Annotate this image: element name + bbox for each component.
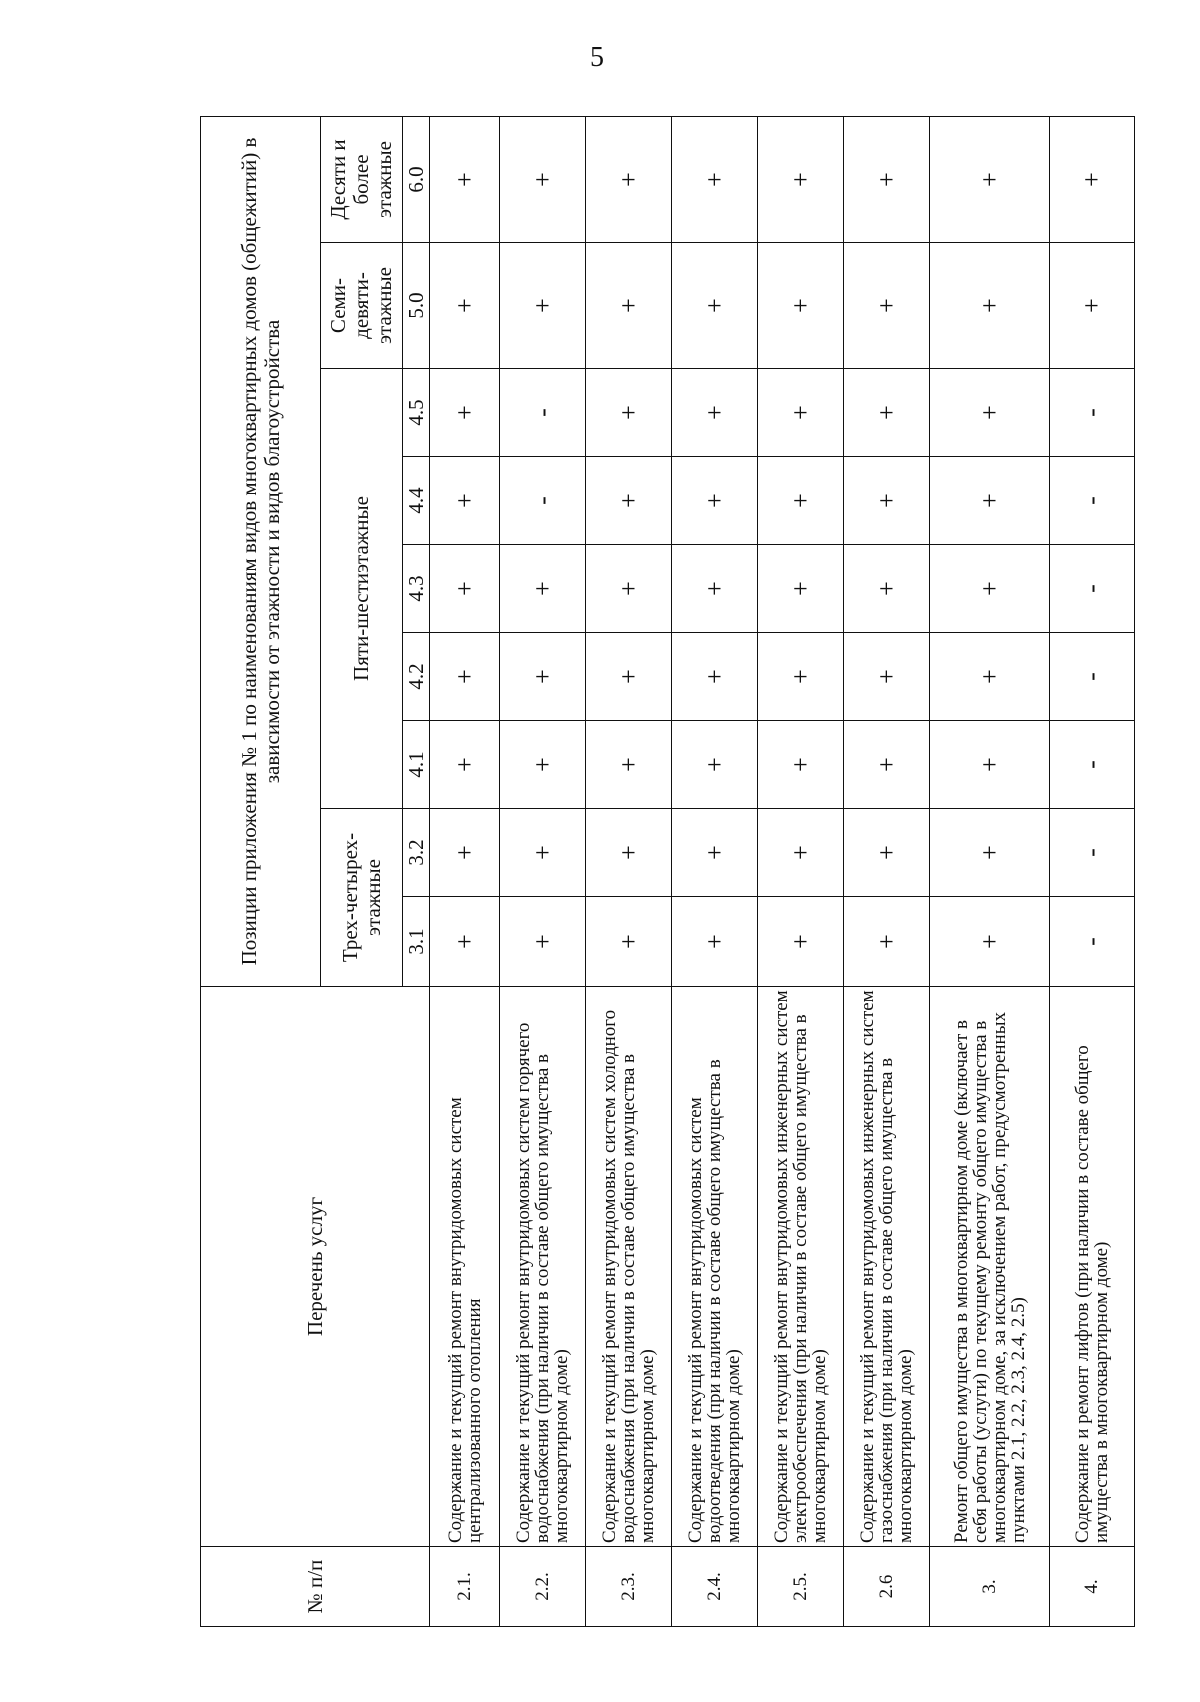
applicability-mark: - <box>1050 457 1135 545</box>
header-num: № п/п <box>201 1547 430 1627</box>
applicability-mark: + <box>586 633 672 721</box>
header-code-cell: 4.5 <box>403 369 430 457</box>
row-number: 2.6 <box>844 1547 930 1627</box>
applicability-mark: + <box>930 243 1050 369</box>
header-group-10plus: Десяти и более этажные <box>321 116 403 242</box>
applicability-mark: + <box>672 897 758 987</box>
table-row <box>672 116 758 1626</box>
applicability-mark: + <box>672 633 758 721</box>
applicability-mark: + <box>758 369 844 457</box>
applicability-mark: + <box>430 633 500 721</box>
row-number: 2.3. <box>586 1547 672 1627</box>
table-row <box>430 116 500 1626</box>
applicability-mark: - <box>1050 897 1135 987</box>
row-number: 2.4. <box>672 1547 758 1627</box>
applicability-mark: + <box>586 897 672 987</box>
table-row <box>930 116 1050 1626</box>
applicability-mark: - <box>500 369 586 457</box>
applicability-mark: + <box>672 721 758 809</box>
applicability-mark: + <box>430 116 500 242</box>
header-code-cell: 3.1 <box>403 897 430 987</box>
services-table <box>200 116 1135 1627</box>
applicability-mark: + <box>500 116 586 242</box>
header-group-5-6: Пяти-шестиэтажные <box>321 369 403 809</box>
header-code-cell: 4.4 <box>403 457 430 545</box>
applicability-mark: + <box>844 721 930 809</box>
header-code-cell: 6.0 <box>403 116 430 242</box>
applicability-mark: + <box>758 809 844 897</box>
header-group-7-9: Семи-девяти-этажные <box>321 243 403 369</box>
row-number: 2.2. <box>500 1547 586 1627</box>
applicability-mark: + <box>586 721 672 809</box>
applicability-mark: + <box>758 897 844 987</box>
header-code-cell: 5.0 <box>403 243 430 369</box>
applicability-mark: + <box>500 721 586 809</box>
applicability-mark: + <box>430 897 500 987</box>
applicability-mark: + <box>758 243 844 369</box>
applicability-mark: + <box>430 243 500 369</box>
service-description: Содержание и текущий ремонт внутридомовых систем холодного водоснабжения (при наличии в составе общего имущества в многоквартирном доме) <box>586 987 672 1547</box>
applicability-mark: + <box>844 369 930 457</box>
applicability-mark: + <box>672 457 758 545</box>
applicability-mark: - <box>1050 369 1135 457</box>
row-number: 2.5. <box>758 1547 844 1627</box>
applicability-mark: + <box>844 809 930 897</box>
row-number: 4. <box>1050 1547 1135 1627</box>
applicability-mark: + <box>930 809 1050 897</box>
applicability-mark: + <box>430 369 500 457</box>
applicability-mark: + <box>500 545 586 633</box>
page-number: 5 <box>590 42 604 73</box>
applicability-mark: - <box>1050 545 1135 633</box>
service-description: Ремонт общего имущества в многоквартирном доме (включает в себя работы (услуги) по текущему ремонту общего имущества в многоквартирном доме, за исключением работ, предусмотренных пунктами 2.1, 2.2, 2.3, 2.4, 2.5) <box>930 987 1050 1547</box>
service-description: Содержание и текущий ремонт внутридомовых инженерных систем электрообеспечения (при наличии в составе общего имущества в многоквартирном доме) <box>758 987 844 1547</box>
service-description: Содержание и текущий ремонт внутридомовых инженерных систем газоснабжения (при наличии в составе общего имущества в многоквартирном доме) <box>844 987 930 1547</box>
applicability-mark: + <box>586 369 672 457</box>
applicability-mark: + <box>844 545 930 633</box>
applicability-mark: + <box>758 457 844 545</box>
applicability-mark: + <box>500 809 586 897</box>
applicability-mark: + <box>430 809 500 897</box>
applicability-mark: + <box>844 457 930 545</box>
applicability-mark: + <box>930 369 1050 457</box>
applicability-mark: + <box>930 545 1050 633</box>
applicability-mark: + <box>430 721 500 809</box>
applicability-mark: + <box>586 243 672 369</box>
table-body <box>201 116 1135 1626</box>
applicability-mark: + <box>758 116 844 242</box>
service-description: Содержание и текущий ремонт внутридомовых систем водоотведения (при наличии в составе общего имущества в многоквартирном доме) <box>672 987 758 1547</box>
table-row <box>500 116 586 1626</box>
table-row <box>1050 116 1135 1626</box>
applicability-mark: + <box>758 633 844 721</box>
applicability-mark: + <box>430 545 500 633</box>
row-number: 2.1. <box>430 1547 500 1627</box>
applicability-mark: + <box>672 369 758 457</box>
applicability-mark: - <box>1050 809 1135 897</box>
rotated-table-container <box>200 127 1112 1627</box>
table-row <box>844 116 930 1626</box>
table-frame <box>200 127 1112 1627</box>
applicability-mark: + <box>672 243 758 369</box>
table-row <box>586 116 672 1626</box>
applicability-mark: + <box>430 457 500 545</box>
header-code-cell: 4.2 <box>403 633 430 721</box>
applicability-mark: + <box>844 243 930 369</box>
table-row <box>758 116 844 1626</box>
header-code-cell: 4.3 <box>403 545 430 633</box>
header-code-cell: 3.2 <box>403 809 430 897</box>
applicability-mark: + <box>1050 116 1135 242</box>
applicability-mark: + <box>930 721 1050 809</box>
applicability-mark: + <box>758 545 844 633</box>
header-group-3-4: Трех-четырех-этажные <box>321 809 403 987</box>
applicability-mark: + <box>930 633 1050 721</box>
applicability-mark: - <box>1050 721 1135 809</box>
applicability-mark: + <box>930 897 1050 987</box>
applicability-mark: - <box>1050 633 1135 721</box>
applicability-mark: + <box>844 633 930 721</box>
applicability-mark: + <box>1050 243 1135 369</box>
applicability-mark: + <box>672 116 758 242</box>
applicability-mark: + <box>672 809 758 897</box>
applicability-mark: - <box>500 457 586 545</box>
service-description: Содержание и текущий ремонт внутридомовых систем централизованного отопления <box>430 987 500 1547</box>
applicability-mark: + <box>586 457 672 545</box>
header-code-cell: 4.1 <box>403 721 430 809</box>
applicability-mark: + <box>500 633 586 721</box>
header-positions: Позиции приложения № 1 по наименованиям видов многоквартирных домов (общежитий) в зависимости от этажности и видов благоустройства <box>201 116 321 986</box>
applicability-mark: + <box>930 116 1050 242</box>
header-services: Перечень услуг <box>201 987 430 1547</box>
applicability-mark: + <box>586 116 672 242</box>
applicability-mark: + <box>500 243 586 369</box>
applicability-mark: + <box>586 545 672 633</box>
service-description: Содержание и текущий ремонт внутридомовых систем горячего водоснабжения (при наличии в составе общего имущества в многоквартирном доме) <box>500 987 586 1547</box>
service-description: Содержание и ремонт лифтов (при наличии в составе общего имущества в многоквартирном доме) <box>1050 987 1135 1547</box>
row-number: 3. <box>930 1547 1050 1627</box>
applicability-mark: + <box>500 897 586 987</box>
applicability-mark: + <box>930 457 1050 545</box>
applicability-mark: + <box>672 545 758 633</box>
applicability-mark: + <box>586 809 672 897</box>
applicability-mark: + <box>758 721 844 809</box>
applicability-mark: + <box>844 116 930 242</box>
applicability-mark: + <box>844 897 930 987</box>
